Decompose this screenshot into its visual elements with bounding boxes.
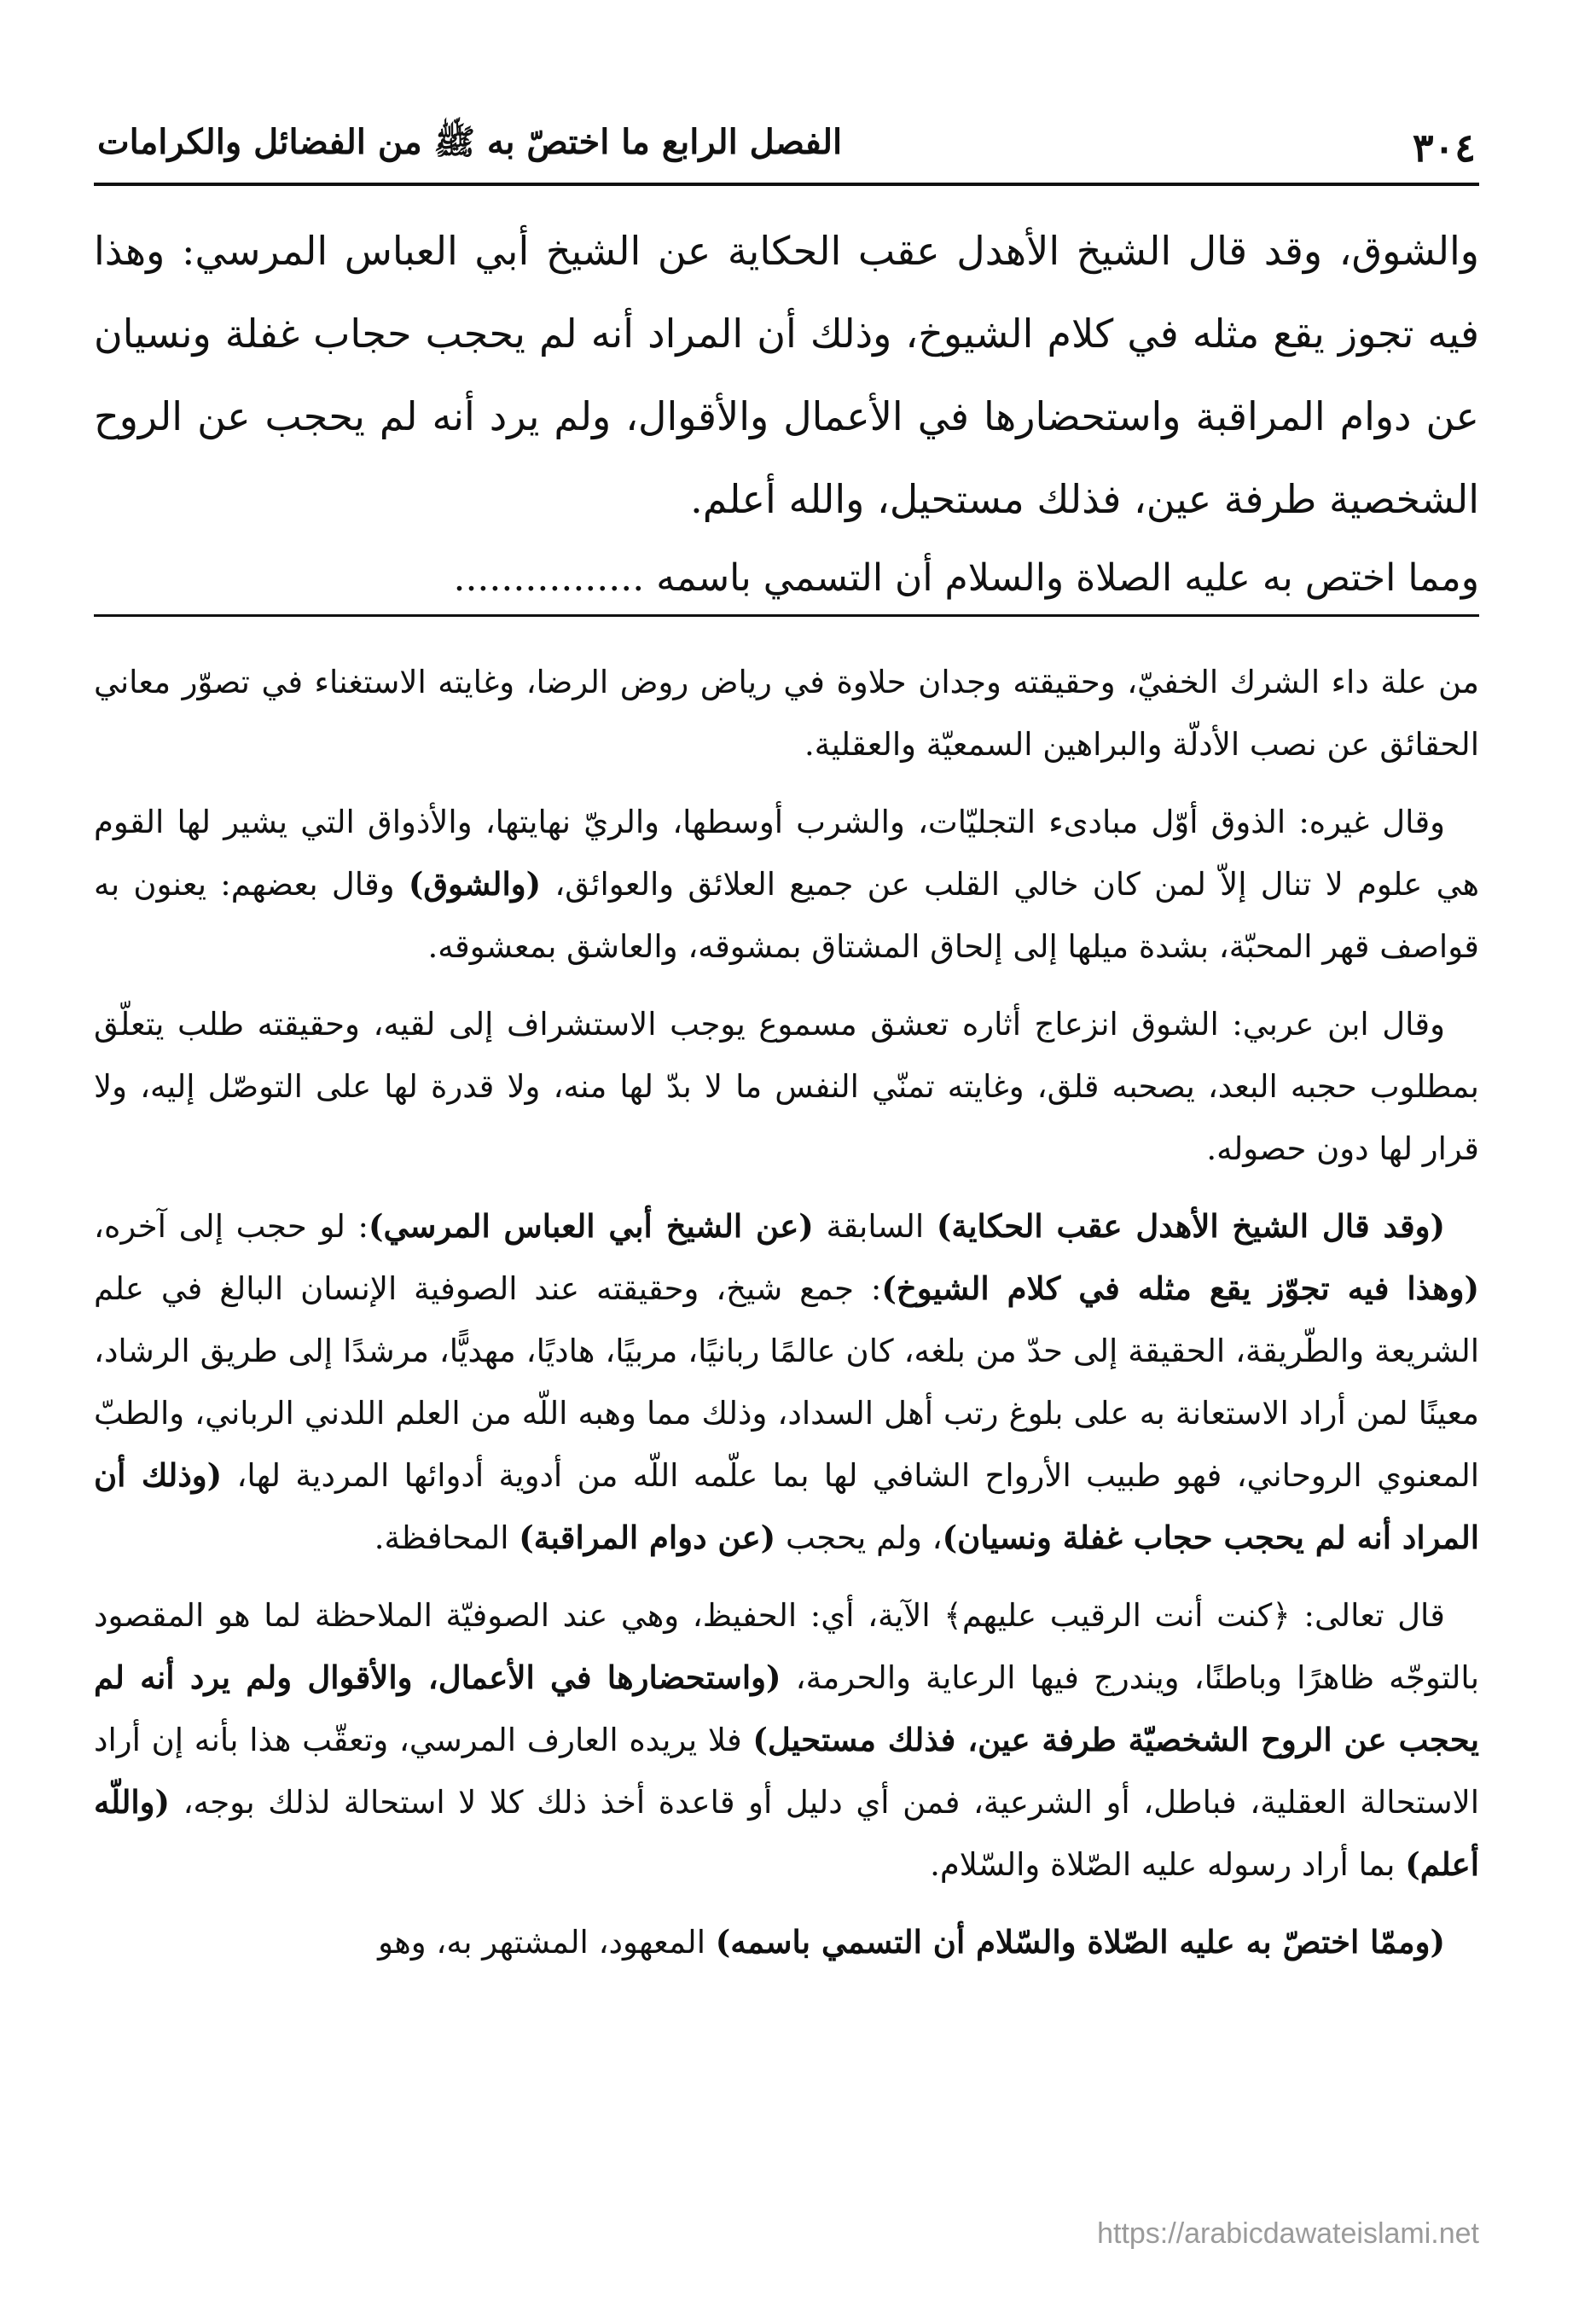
matn-divider	[94, 614, 1479, 617]
sharh-paragraph-2	[94, 791, 1479, 978]
sharh-paragraph-6	[94, 1911, 1479, 1973]
sharh-text: فلا يريده العارف المرسي، وتعقّب هذا بأنه إن أراد الاستحالة العقلية، فباطل، أو الشرعية، فمن أي دليل أو قاعدة أخذ ذلك كلا لا استحالة لذلك بوجه،	[94, 1722, 1479, 1821]
header-divider	[94, 183, 1479, 186]
sharh-text: ، ولم يحجب	[775, 1519, 943, 1556]
running-header	[94, 102, 1479, 171]
sharh-text: بما أراد رسوله عليه الصّلاة والسّلام.	[930, 1846, 1406, 1883]
matn-block	[94, 210, 1479, 613]
sharh-text: وقال غيره: الذوق أوّل مبادىء التجليّات، والشرب أوسطها، والريّ نهايتها، والأذواق التي يشير لها القوم هي علوم لا تنال إلاّ لمن كان خالي القلب عن جميع العلائق والعوائق،	[94, 804, 1479, 903]
sharh-text: وقال بعضهم: يعنون به قواصف قهر المحبّة، بشدة ميلها إلى إلحاق المشتاق بمشوقه، والعاشق بمعشوقه.	[94, 866, 1479, 965]
matn-quote: (والشوق)	[408, 865, 542, 903]
sharh-paragraph-1: من علة داء الشرك الخفيّ، وحقيقته وجدان حلاوة في رياض روض الرضا، وغايته الاستغناء في تصوّر معاني الحقائق عن نصب الأدلّة والبراهين السمعيّة والعقلية.	[94, 664, 1479, 763]
matn-dots: ................	[453, 556, 645, 600]
chapter-title: الفصل الرابع ما اختصّ به ﷺ من الفضائل والكرامات	[97, 122, 843, 162]
matn-quote: (واستحضارها في الأعمال، والأقوال ولم يرد أنه لم يحجب عن الروح الشخصيّة طرفة عين، فذلك مستحيل)	[94, 1659, 1479, 1758]
sharh-text: المعهود، المشتهر به، وهو	[378, 1924, 716, 1961]
sharh-text: قال تعالى: ﴿كنت أنت الرقيب عليهم﴾ الآية، أي: الحفيظ، وهي عند الصوفيّة الملاحظة لما هو المقصود بالتوجّه ظاهرًا وباطنًا، ويندرج فيها الرعاية والحرمة،	[94, 1597, 1479, 1696]
matn-quote: (وقد قال الشيخ الأهدل عقب الحكاية)	[936, 1207, 1446, 1245]
matn-quote: (واللّه أعلم)	[94, 1783, 1479, 1883]
sharh-paragraph-5	[94, 1584, 1479, 1896]
sharh-text: المحافظة.	[374, 1519, 519, 1556]
matn-quote: (عن الشيخ أبي العباس المرسي)	[369, 1207, 814, 1245]
matn-continuation-line	[94, 544, 1479, 613]
matn-quote: (وذلك أن المراد أنه لم يحجب حجاب غفلة ونسيان)	[94, 1456, 1479, 1556]
sharh-block	[94, 651, 1479, 1973]
matn-paragraph: والشوق، وقد قال الشيخ الأهدل عقب الحكاية عن الشيخ أبي العباس المرسي: وهذا فيه تجوز يقع مثله في كلام الشيوخ، وذلك أن المراد أنه لم يحجب حجاب غفلة ونسيان عن دوام المراقبة واستحضارها في الأعمال والأقوال، ولم يرد أنه لم يحجب عن الروح الشخصية طرفة عين، فذلك مستحيل، والله أعلم.	[94, 228, 1479, 522]
sharh-text: : جمع شيخ، وحقيقته عند الصوفية الإنسان البالغ في علم الشريعة والطّريقة، الحقيقة إلى حدّ من بلغه، كان عالمًا ربانيًا، مربيًا، هاديًا، مهديًّا، مرشدًا إلى طريق الرشاد، معينًا لمن أراد الاستعانة به على بلوغ رتب أهل السداد، وذلك مما وهبه اللّه من العلم اللدني الرباني، والطبّ المعنوي الروحاني، فهو طبيب الأرواح الشافي لها بما علّمه اللّه من أدوية أدوائها المردية لها،	[94, 1270, 1479, 1494]
document-page	[94, 102, 1479, 1989]
page-number: ٣٠٤	[1412, 125, 1476, 171]
matn-quote: (وممّا اختصّ به عليه الصّلاة والسّلام أن التسمي باسمه)	[715, 1923, 1445, 1961]
sharh-text: : لو حجب إلى آخره،	[94, 1208, 369, 1245]
watermark-url: https://arabicdawateislami.net	[1097, 2217, 1479, 2250]
sharh-text: السابقة	[813, 1208, 937, 1245]
matn-quote: (وهذا فيه تجوّز يقع مثله في كلام الشيوخ)	[881, 1269, 1479, 1307]
matn-quote: (عن دوام المراقبة)	[519, 1519, 776, 1556]
sharh-paragraph-4	[94, 1195, 1479, 1569]
sharh-paragraph-3: وقال ابن عربي: الشوق انزعاج أثاره تعشق مسموع يوجب الاستشراف إلى لقيه، وحقيقته طلب يتعلّق بمطلوب حجبه البعد، يصحبه قلق، وغايته تمنّي النفس ما لا بدّ لها منه، ولا قدرة لها على التوصّل إليه، ولا قرار لها دون حصوله.	[94, 1006, 1479, 1167]
matn-next-text: ومما اختص به عليه الصلاة والسلام أن التسمي باسمه	[656, 556, 1479, 600]
